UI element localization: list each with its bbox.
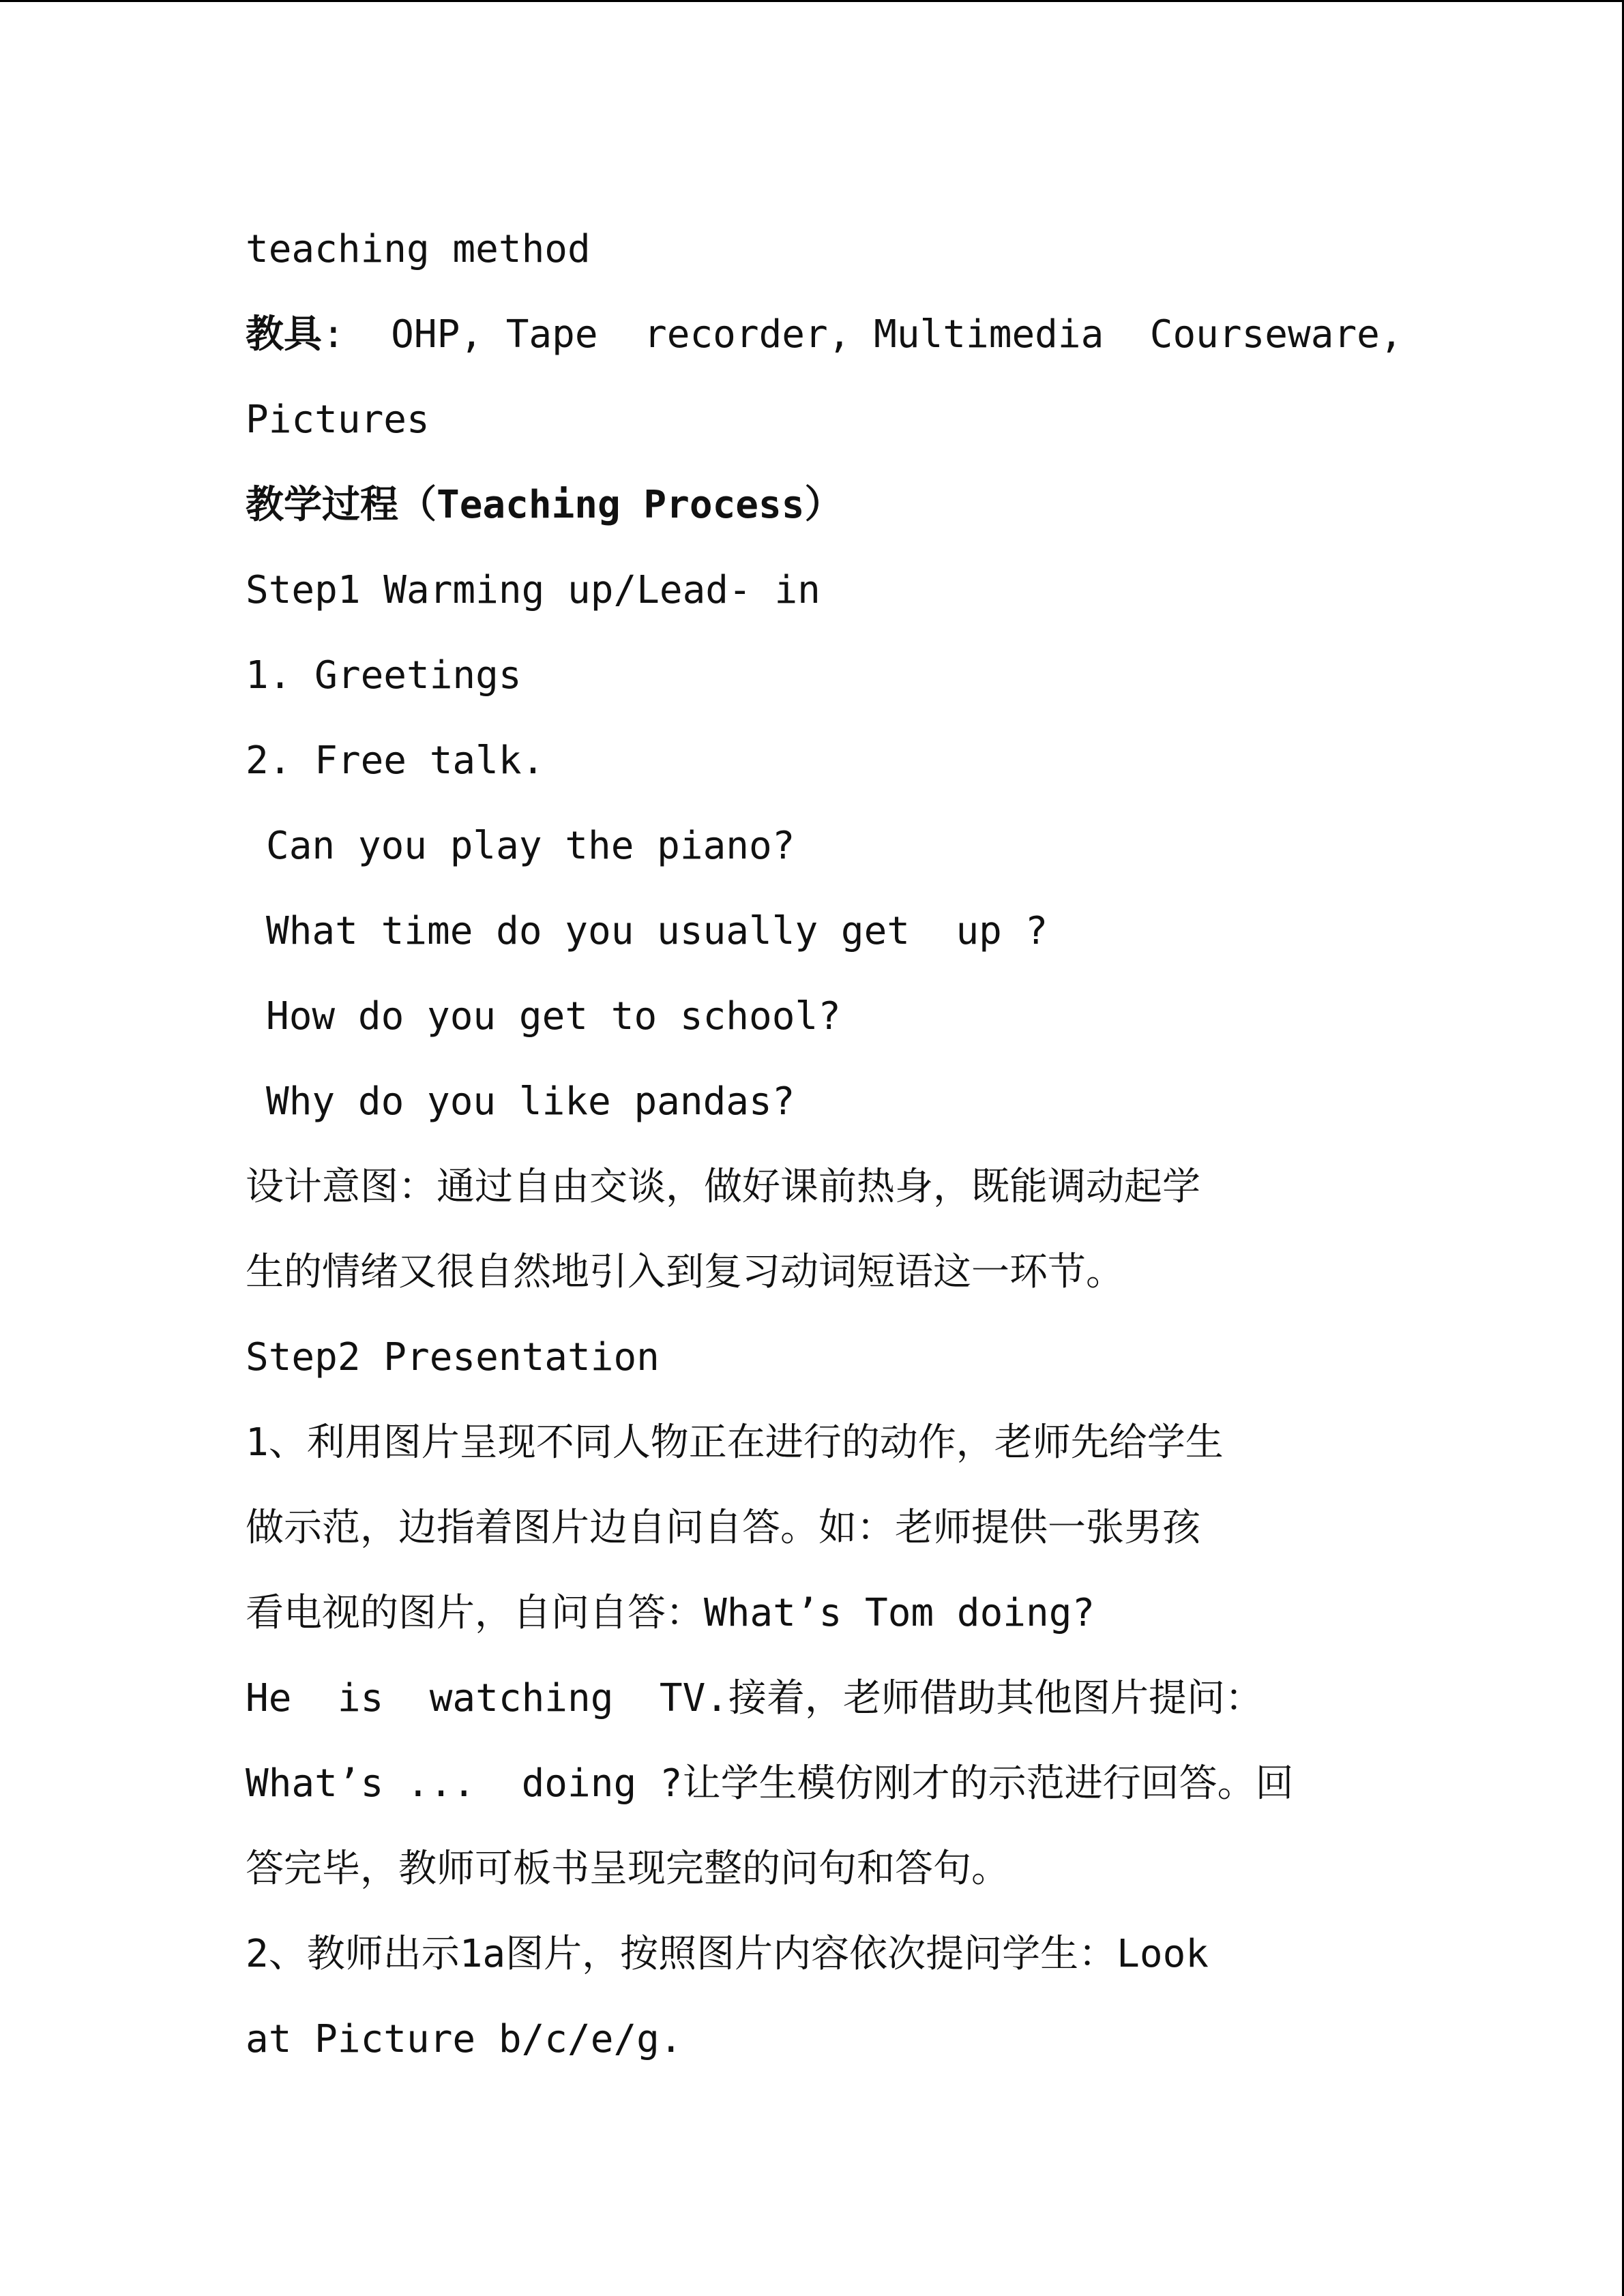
list-item: 1. Greetings bbox=[246, 653, 522, 698]
question-line: Why do you like pandas? bbox=[266, 1079, 795, 1124]
paragraph-line: 看电视的图片，自问自答：What’s Tom doing? bbox=[246, 1591, 1095, 1635]
text-line: Pictures bbox=[246, 398, 430, 442]
text-line: teaching method bbox=[246, 227, 591, 271]
step-heading: Step1 Warming up/Lead- in bbox=[246, 568, 821, 612]
design-intent-line: 设计意图：通过自由交谈，做好课前热身，既能调动起学 bbox=[246, 1165, 1200, 1209]
question-line: Can you play the piano? bbox=[266, 824, 795, 868]
paragraph-line: 1、利用图片呈现不同人物正在进行的动作，老师先给学生 bbox=[246, 1420, 1224, 1465]
step-heading: Step2 Presentation bbox=[246, 1335, 660, 1380]
paragraph-line: 做示范，边指着图片边自问自答。如：老师提供一张男孩 bbox=[246, 1506, 1200, 1550]
design-intent-line: 生的情绪又很自然地引入到复习动词短语这一环节。 bbox=[246, 1250, 1124, 1294]
question-line: How do you get to school? bbox=[266, 994, 841, 1039]
document-body bbox=[246, 207, 1403, 2082]
list-item: 2. Free talk. bbox=[246, 739, 545, 783]
paragraph-line: He is watching TV.接着，老师借助其他图片提问： bbox=[246, 1676, 1264, 1720]
teaching-aids-text: : OHP, Tape recorder, Multimedia Courseware, bbox=[322, 312, 1403, 357]
teaching-aids-line bbox=[246, 292, 1403, 377]
paragraph-line: 2、教师出示1a图片，按照图片内容依次提问学生：Look bbox=[246, 1932, 1209, 1976]
section-heading: 教学过程（Teaching Process） bbox=[246, 483, 843, 527]
paragraph-line: What’s ... doing ?让学生模仿刚才的示范进行回答。回 bbox=[246, 1761, 1294, 1806]
teaching-aids-label: 教具 bbox=[246, 312, 322, 357]
paragraph-line: 答完毕，教师可板书呈现完整的问句和答句。 bbox=[246, 1847, 1009, 1891]
question-line: What time do you usually get up ? bbox=[266, 909, 1048, 953]
paragraph-line: at Picture b/c/e/g. bbox=[246, 2017, 683, 2061]
